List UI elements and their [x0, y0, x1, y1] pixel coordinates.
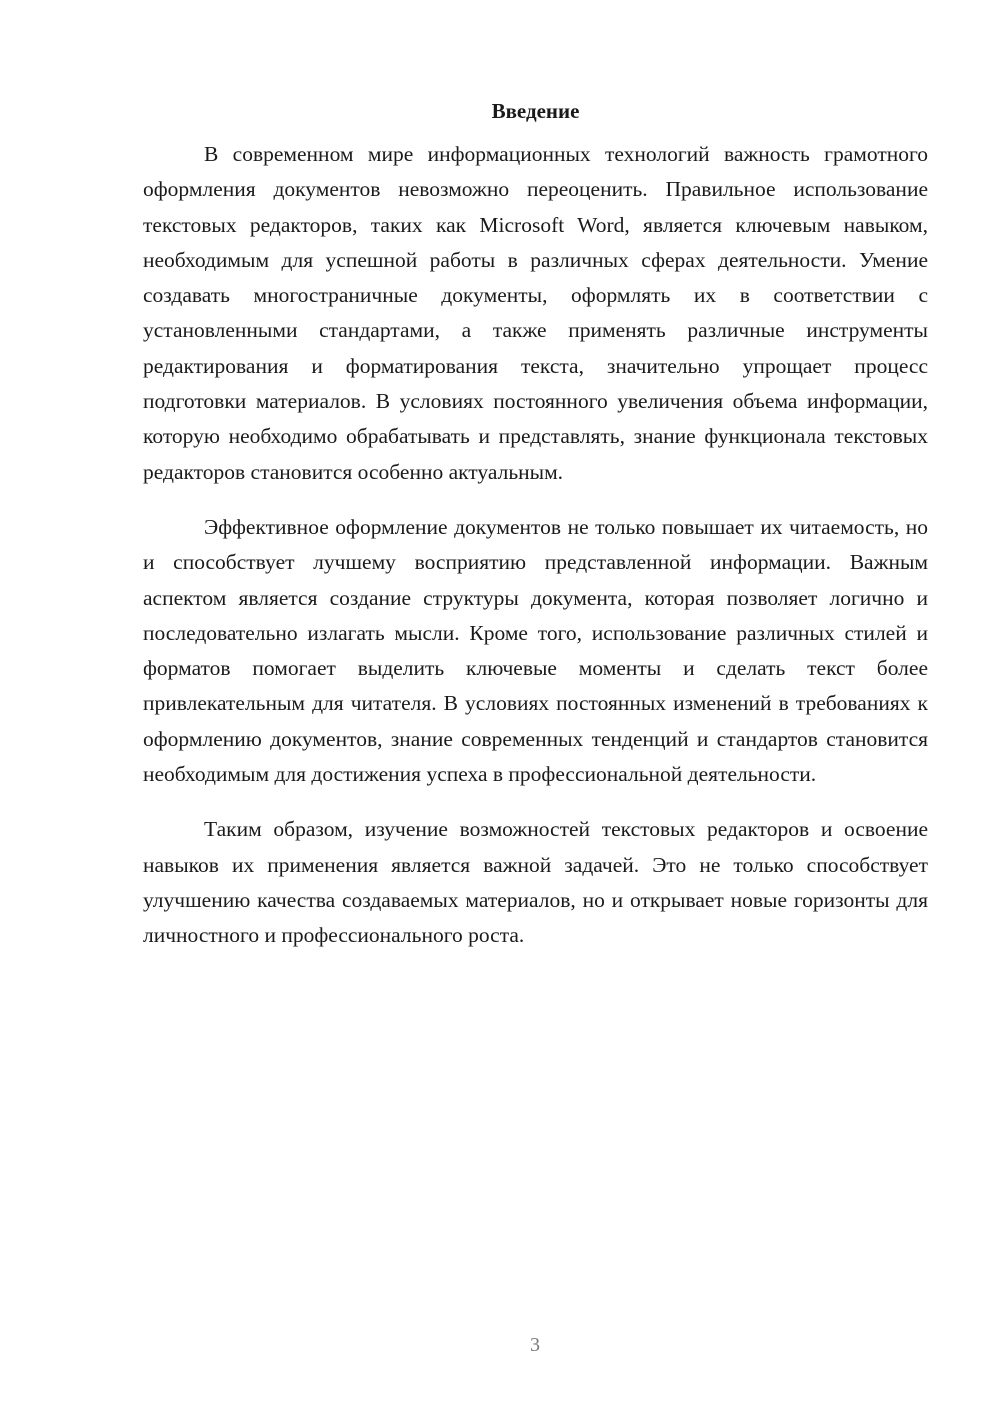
page-content — [143, 95, 928, 954]
section-title: Введение — [491, 99, 580, 123]
paragraph-2: Эффективное оформление документов не только повышает их читаемость, но и способствует лучшему восприятию представленной информации. Важным аспектом является создание структуры документа, которая позволяет логично и последовательно излагать мысли. Кроме того, использование различных стилей и форматов помогает выделить ключевые моменты и сделать текст более привлекательным для читателя. В условиях постоянных изменений в требованиях к оформлению документов, знание современных тенденций и стандартов становится необходимым для достижения успеха в профессиональной деятельности. — [143, 514, 928, 787]
paragraph-1: В современном мире информационных технологий важность грамотного оформления документов невозможно переоценить. Правильное использование текстовых редакторов, таких как Microsoft Word, является ключевым навыком, необходимым для успешной работы в различных сферах деятельности. Умение создавать многостраничные документы, оформлять их в соответствии с установленными стандартами, а также применять различные инструменты редактирования и форматирования текста, значительно упрощает процесс подготовки материалов. В условиях постоянного увеличения объема информации, которую необходимо обрабатывать и представлять, знание функционала текстовых редакторов становится особенно актуальным. — [143, 142, 928, 484]
paragraph-3: Таким образом, изучение возможностей текстовых редакторов и освоение навыков их применения является важной задачей. Это не только способствует улучшению качества создаваемых материалов, но и открывает новые горизонты для личностного и профессионального роста. — [143, 817, 928, 948]
page-number: 3 — [530, 1334, 540, 1356]
